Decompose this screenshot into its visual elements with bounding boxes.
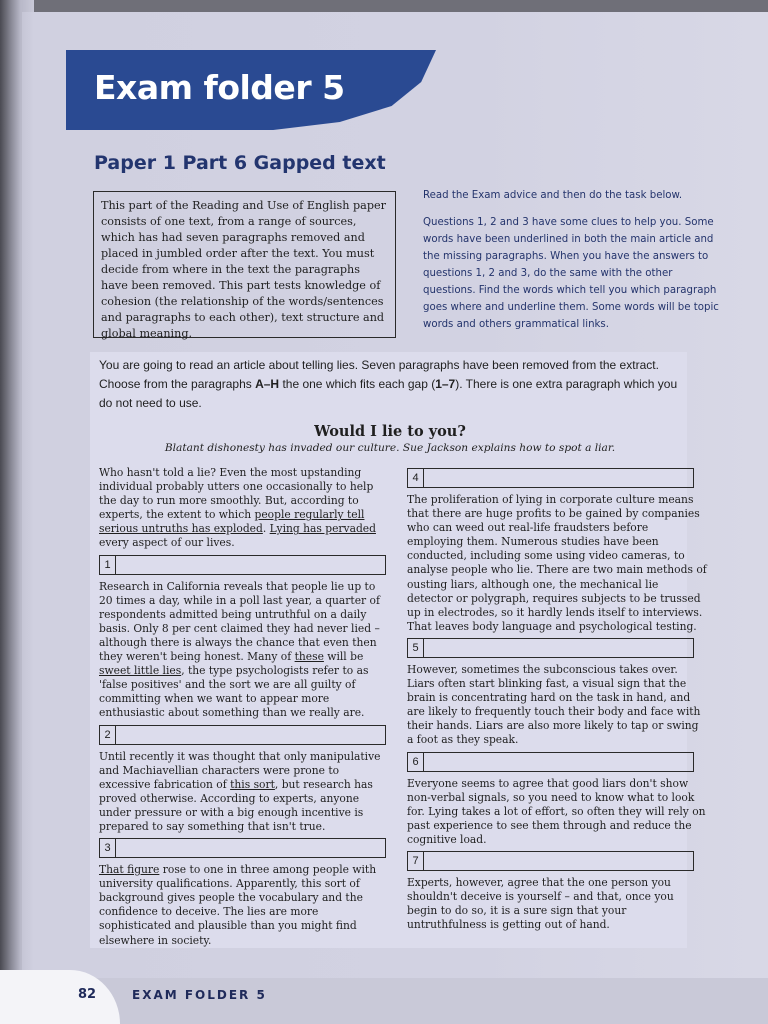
underlined-clue: these <box>294 650 324 664</box>
section-title: Paper 1 Part 6 Gapped text <box>94 152 386 174</box>
instruction-text: the one which fits each gap ( <box>279 377 436 391</box>
text-run: Who hasn't told a lie? Even the most upstanding individual probably utters one occasionally to help the day to run more smoothly. But, according to experts, the extent to which <box>99 466 374 522</box>
gap-box-2[interactable] <box>99 725 386 745</box>
article-column-right <box>407 466 707 932</box>
underlined-clue: sweet little lies <box>99 664 182 678</box>
underlined-clue: people regularly tell serious untruths has exploded <box>99 508 365 536</box>
article-paragraph: Everyone seems to agree that good liars don't show non-verbal signals, so you need to know what to look for. Lying takes a lot of effort, so often they will rely on past experience to see them through and reduce the cognitive load. <box>407 776 706 846</box>
article-paragraph <box>99 750 389 835</box>
gap-box-6[interactable] <box>407 752 694 772</box>
text-run: will be <box>323 650 364 664</box>
article-paragraph <box>99 863 389 948</box>
underlined-clue: this sort <box>230 777 275 791</box>
underlined-clue: That figure <box>99 863 160 877</box>
gap-number: 3 <box>100 839 116 857</box>
gap-number: 6 <box>408 753 424 771</box>
gap-box-5[interactable] <box>407 638 694 658</box>
intro-text: This part of the Reading and Use of English paper consists of one text, from a range of sources, which has had seven paragraphs removed and placed in jumbled order after the text. You must decide from where in the text the paragraphs have been removed. This part tests knowledge of cohesion (the relationship of the words/sentences and paragraphs to each other), text structure and global meaning. <box>101 199 386 340</box>
footer-label: EXAM FOLDER 5 <box>132 988 267 1002</box>
article-paragraph: Experts, however, agree that the one person you shouldn't deceive is yourself – and that, once you begin to do so, it is a sure sign that your untruthfulness is getting out of hand. <box>407 875 674 932</box>
instruction-gaps: 1–7 <box>435 377 456 391</box>
text-run: , the type psychologists refer to as 'false positives' and the sort we are all guilty of committing when we want to appear more enthusiastic about something than we really are. <box>99 664 369 720</box>
text-run: every aspect of our lives. <box>99 536 235 550</box>
gap-number: 5 <box>408 639 424 657</box>
text-run: Research in California reveals that people lie up to 20 times a day, while in a poll last year, a quarter of respondents admitted being untruthful on a daily basis. Only 8 per cent claimed they had never lied – although there is always the chance that even then they weren't being honest. Many of <box>99 579 380 664</box>
exam-advice <box>423 187 723 333</box>
article-title: Would I lie to you? <box>314 423 466 440</box>
text-run: . <box>262 522 270 536</box>
article-paragraph: However, sometimes the subconscious takes over. Liars often start blinking fast, a visual sign that the brain is concentrating hard on the task in hand, and are likely to frequently touch their body and face with their hands. Liars are also more likely to tap or swing a foot as they speak. <box>407 662 701 747</box>
gap-number: 2 <box>100 726 116 744</box>
advice-line-2: Questions 1, 2 and 3 have some clues to help you. Some words have been underlined in both the main article and the missing paragraphs. When you have the answers to questions 1, 2 and 3, do the same with the other questions. Find the words which tell you which paragraph goes where and underline them. Some words will be topic words and others grammatical links. <box>423 217 719 330</box>
article-subtitle: Blatant dishonesty has invaded our culture. Sue Jackson explains how to spot a liar. <box>164 442 616 454</box>
gap-box-7[interactable] <box>407 851 694 871</box>
instruction-text: You are going to read an article about telling lies. Seven paragraphs have been removed from the extract. Choose from the paragraphs <box>99 358 659 391</box>
article-paragraph: The proliferation of lying in corporate culture means that there are huge profits to be gained by companies who can weed out real-life fraudsters before employing them. Numerous studies have been conducted, including some using video cameras, to analyse people who lie. There are two main methods of ousting liars, although one, the mechanical lie detector or polygraph, requires subjects to be trussed up in electrodes, so it hardly lends itself to interviews. That leaves body language and psychological testing. <box>407 493 707 633</box>
gap-box-4[interactable] <box>407 468 694 488</box>
article-column-left <box>99 466 389 948</box>
task-instruction <box>99 356 689 413</box>
gap-number: 7 <box>408 852 424 870</box>
instruction-range: A–H <box>255 377 280 391</box>
page-number: 82 <box>78 987 97 1002</box>
article-paragraph <box>99 580 389 721</box>
instruction-text: ). There is one extra paragraph which you do not need to use. <box>99 377 678 410</box>
gap-number: 1 <box>100 556 116 574</box>
page-title: Exam folder 5 <box>94 68 345 107</box>
underlined-clue: Lying has pervaded <box>269 522 376 536</box>
article-paragraph <box>99 466 389 551</box>
advice-line-1: Read the Exam advice and then do the task below. <box>423 190 683 201</box>
text-run: Until recently it was thought that only manipulative and Machiavellian characters were prone to excessive fabrication of <box>99 749 381 791</box>
gap-box-1[interactable] <box>99 555 386 575</box>
gap-number: 4 <box>408 469 424 487</box>
text-run: , but research has proved otherwise. According to experts, anyone under pressure or with a big enough incentive is prepared to say something that isn't true. <box>99 777 373 833</box>
intro-box <box>93 191 396 338</box>
text-run: rose to one in three among people with university qualifications. Apparently, this sort of background gives people the vocabulary and the confidence to deceive. The lies are more sophisticated and plausible than you might find elsewhere in society. <box>99 863 377 947</box>
gap-box-3[interactable] <box>99 838 386 858</box>
